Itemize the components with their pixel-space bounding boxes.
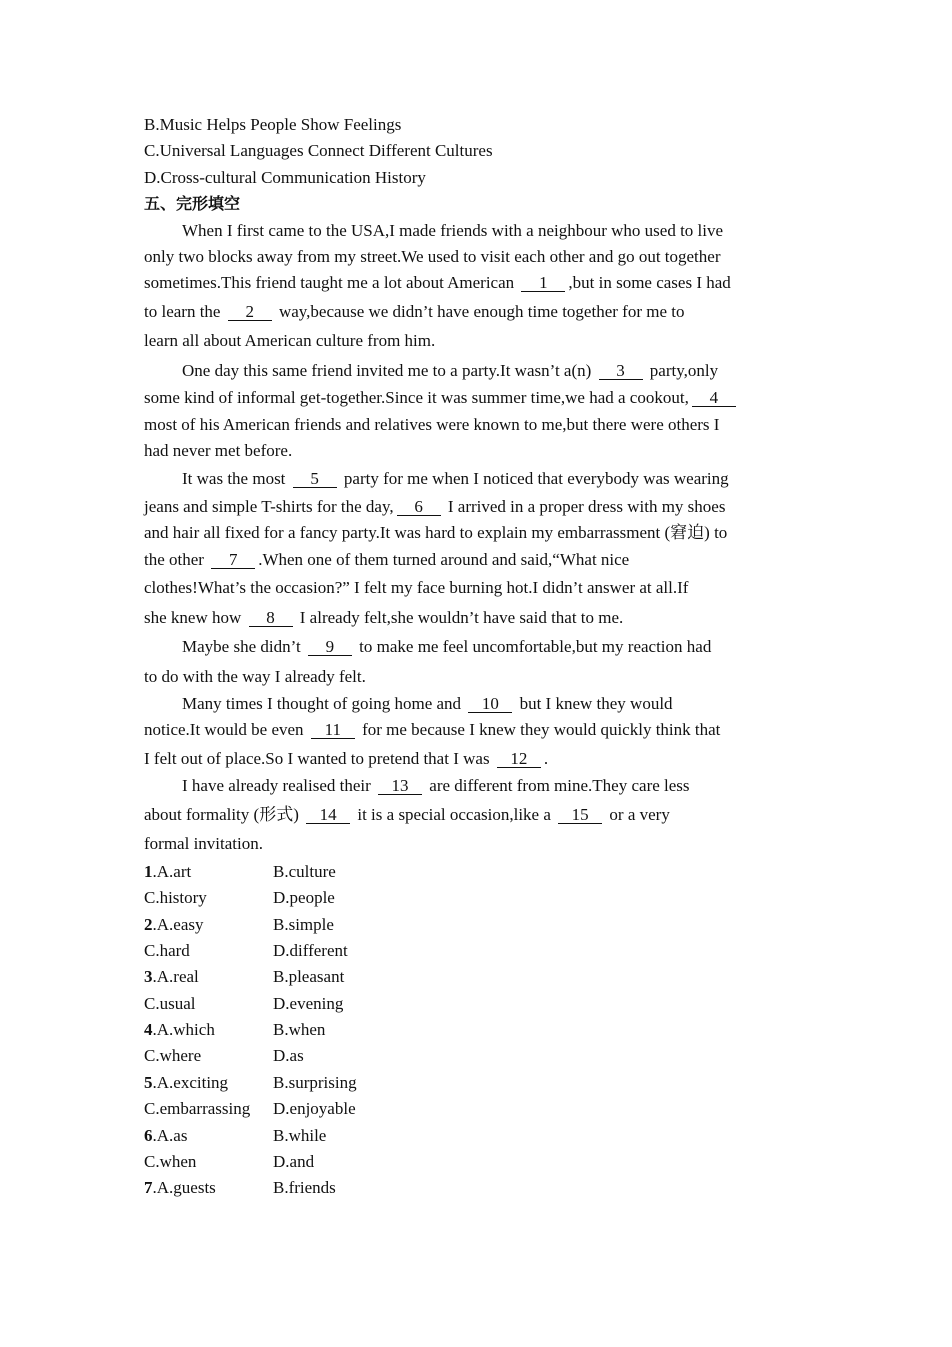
blank-6: 6: [397, 498, 441, 516]
text-line: most of his American friends and relatives were known to me,but there were others I: [144, 414, 720, 434]
option-c: C.when: [144, 1152, 197, 1172]
text-line: I have already realised their 13 are different from mine.They care less: [182, 776, 690, 796]
option-a: .A.real: [152, 967, 199, 987]
option-a: .A.art: [152, 861, 192, 881]
question-list: [144, 859, 816, 1202]
previous-options: [144, 112, 816, 191]
paragraph-3: [144, 464, 816, 632]
option-c: C.usual: [144, 993, 196, 1013]
text-line: sometimes.This friend taught me a lot about American 1 ,but in some cases I had: [144, 273, 731, 293]
question-7: [144, 1175, 816, 1201]
question-4: [144, 1017, 816, 1070]
question-2: [144, 912, 816, 965]
text-line: jeans and simple T-shirts for the day, 6 I arrived in a proper dress with my shoes: [144, 496, 726, 516]
blank-7: 7: [211, 551, 255, 569]
option-d: D.Cross-cultural Communication History: [144, 167, 426, 187]
blank-15: 15: [558, 806, 602, 824]
option-d: D.as: [273, 1046, 304, 1066]
question-5: [144, 1070, 816, 1123]
option-b: B.simple: [273, 914, 334, 934]
blank-4: 4: [692, 389, 736, 407]
option-a: .A.exciting: [152, 1072, 229, 1092]
text-line: the other 7 .When one of them turned around and said,“What nice: [144, 549, 630, 569]
section-heading: 五、完形填空: [144, 194, 241, 214]
blank-5: 5: [293, 470, 337, 488]
option-a: .A.guests: [152, 1178, 216, 1198]
text-line: Many times I thought of going home and 10 but I knew they would: [182, 694, 673, 714]
question-number: 2: [144, 914, 153, 934]
text-line: some kind of informal get-together.Since it was summer time,we had a cookout, 4: [144, 385, 816, 411]
option-d: D.different: [273, 940, 348, 960]
blank-8: 8: [249, 609, 293, 627]
question-6: [144, 1123, 816, 1176]
text-line: to do with the way I already felt.: [144, 666, 366, 686]
text-line: and hair all fixed for a fancy party.It was hard to explain my embarrassment (窘迫) to: [144, 523, 728, 543]
paragraph-5: [144, 691, 816, 773]
text-line: she knew how 8 I already felt,she wouldn’t have said that to me.: [144, 607, 624, 627]
text-line: learn all about American culture from him.: [144, 331, 436, 351]
option-b: B.while: [273, 1125, 327, 1145]
option-b: B.friends: [273, 1178, 336, 1198]
option-c: C.hard: [144, 940, 190, 960]
text-line: It was the most 5 party for me when I noticed that everybody was wearing: [182, 469, 729, 489]
question-number: 3: [144, 967, 153, 987]
paragraph-4: [144, 632, 816, 691]
text-line: had never met before.: [144, 441, 293, 461]
question-number: 7: [144, 1178, 153, 1198]
question-1: [144, 859, 816, 912]
text-line: Maybe she didn’t 9 to make me feel uncomfortable,but my reaction had: [182, 637, 712, 657]
option-d: D.people: [273, 888, 335, 908]
option-c: C.Universal Languages Connect Different Cultures: [144, 141, 493, 161]
blank-10: 10: [468, 695, 512, 713]
blank-12: 12: [497, 750, 541, 768]
option-c: C.where: [144, 1046, 202, 1066]
option-b: B.culture: [273, 861, 336, 881]
passage: [144, 218, 816, 859]
option-a: .A.which: [152, 1020, 215, 1040]
text-line: When I first came to the USA,I made friends with a neighbour who used to live: [182, 220, 724, 240]
text-line: clothes!What’s the occasion?” I felt my face burning hot.I didn’t answer at all.If: [144, 578, 689, 598]
option-a: .A.as: [152, 1125, 188, 1145]
option-d: D.enjoyable: [273, 1099, 356, 1119]
text-line: about formality (形式) 14 it is a special occasion,like a 15 or a very: [144, 804, 670, 824]
question-number: 4: [144, 1020, 153, 1040]
blank-9: 9: [308, 638, 352, 656]
question-number: 5: [144, 1072, 153, 1092]
question-number: 1: [144, 861, 153, 881]
text-line: One day this same friend invited me to a party.It wasn’t a(n) 3 party,only: [182, 360, 719, 380]
blank-3: 3: [599, 362, 643, 380]
option-c: C.history: [144, 888, 207, 908]
blank-13: 13: [378, 777, 422, 795]
option-b: B.Music Helps People Show Feelings: [144, 115, 402, 134]
text-line: notice.It would be even 11 for me because I knew they would quickly think that: [144, 720, 721, 740]
blank-11: 11: [311, 721, 355, 739]
text-line: to learn the 2 way,because we didn’t have enough time together for me to: [144, 301, 685, 321]
blank-1: 1: [521, 274, 565, 292]
option-b: B.surprising: [273, 1072, 357, 1092]
paragraph-6: [144, 773, 816, 858]
paragraph-1: [144, 218, 816, 356]
option-b: B.pleasant: [273, 967, 345, 987]
option-d: D.and: [273, 1152, 315, 1172]
blank-14: 14: [306, 806, 350, 824]
blank-2: 2: [228, 303, 272, 321]
option-c: C.embarrassing: [144, 1099, 251, 1119]
option-a: .A.easy: [152, 914, 204, 934]
text-line: only two blocks away from my street.We used to visit each other and go out together: [144, 246, 721, 266]
option-d: D.evening: [273, 993, 344, 1013]
question-3: [144, 964, 816, 1017]
document-page: [144, 112, 816, 1202]
text-line: I felt out of place.So I wanted to pretend that I was 12 .: [144, 748, 549, 768]
question-number: 6: [144, 1125, 153, 1145]
option-b: B.when: [273, 1020, 326, 1040]
text-line: formal invitation.: [144, 834, 263, 854]
paragraph-2: [144, 356, 816, 465]
